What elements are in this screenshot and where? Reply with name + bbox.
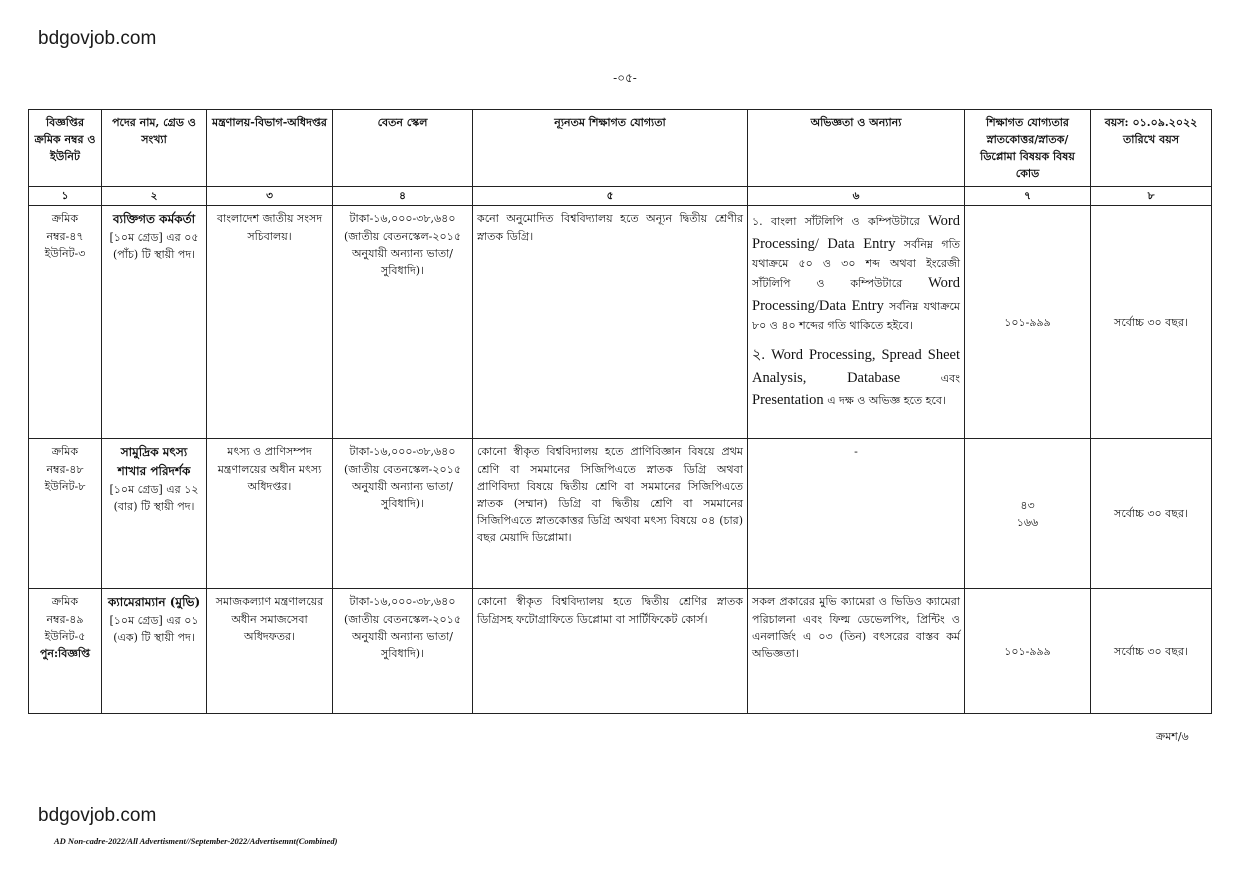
subject-code: ১৬৬ — [1016, 515, 1039, 529]
table-row — [29, 589, 1212, 714]
age-cell: সর্বোচ্চ ৩০ বছর। — [1091, 206, 1212, 439]
experience-text: সর্বনিম্ন গতি যথাক্রমে ৫০ ও ৩০ শব্দ অথবা ইংরেজী সাঁটলিপি ও কম্পিউটারে — [752, 237, 960, 291]
ministry-cell: মৎস্য ও প্রাণিসম্পদ মন্ত্রণালয়ের অধীন মৎস্য অধিদপ্তর। — [207, 439, 333, 589]
serial-cell — [29, 589, 102, 714]
subject-code: ১০১-৯৯৯ — [1004, 644, 1051, 658]
pay-scale-cell: টাকা-১৬,০০০-৩৮,৬৪০ (জাতীয় বেতনস্কেল-২০১৫ অনুযায়ী অন্যান্য ভাতা/সুবিধাদি)। — [333, 439, 473, 589]
experience-text: Word Processing/Data Entry — [752, 275, 961, 314]
post-title: ক্যামেরাম্যান (মুভি) — [107, 595, 201, 610]
subject-code-cell — [965, 206, 1091, 439]
header-qualification: ন্যূনতম শিক্ষাগত যোগ্যতা — [473, 110, 748, 187]
header-experience: অভিজ্ঞতা ও অন্যান্য — [748, 110, 965, 187]
pay-scale-cell: টাকা-১৬,০০০-৩৮,৬৪০ (জাতীয় বেতনস্কেল-২০১৫ অনুযায়ী অন্যান্য ভাতা/সুবিধাদি)। — [333, 206, 473, 439]
table-row — [29, 439, 1212, 589]
re-advertisement-note: পুন:বিজ্ঞপ্তি — [39, 646, 91, 660]
column-number: ৮ — [1091, 187, 1212, 206]
post-title: ব্যক্তিগত কর্মকর্তা — [112, 212, 196, 227]
column-number-row — [29, 187, 1212, 206]
serial-line: নম্বর-৪৭ — [46, 229, 84, 243]
serial-line: নম্বর-৪৮ — [46, 462, 84, 476]
job-circular-table — [28, 109, 1212, 714]
header-pay-scale: বেতন স্কেল — [333, 110, 473, 187]
experience-text: Word Processing/ Data Entry — [752, 213, 960, 252]
experience-text: ১. বাংলা সাঁটলিপি ও কম্পিউটারে — [752, 215, 920, 229]
experience-text: সর্বনিম্ন যথাক্রমে ৮০ ও ৪০ শব্দের গতি থাকিতে হইবে। — [752, 299, 960, 333]
experience-point-2 — [752, 344, 960, 411]
column-number: ২ — [102, 187, 207, 206]
serial-line: ইউনিট-৮ — [44, 479, 86, 493]
column-number: ৩ — [207, 187, 333, 206]
column-number: ৫ — [473, 187, 748, 206]
subject-code: ৪৩ — [1020, 498, 1035, 512]
table-row — [29, 206, 1212, 439]
watermark-top: bdgovjob.com — [38, 28, 157, 49]
serial-line: ক্রমিক — [51, 595, 79, 609]
serial-line: ক্রমিক — [51, 445, 79, 459]
post-cell — [102, 439, 207, 589]
serial-cell — [29, 206, 102, 439]
age-cell: সর্বোচ্চ ৩০ বছর। — [1091, 439, 1212, 589]
pay-scale-cell: টাকা-১৬,০০০-৩৮,৬৪০ (জাতীয় বেতনস্কেল-২০১৫ অনুযায়ী অন্যান্য ভাতা/সুবিধাদি)। — [333, 589, 473, 714]
header-serial: বিজ্ঞপ্তির ক্রমিক নম্বর ও ইউনিট — [29, 110, 102, 187]
experience-cell — [748, 206, 965, 439]
post-title: সামুদ্রিক মৎস্য শাখার পরিদর্শক — [117, 445, 191, 479]
experience-point-1 — [752, 210, 960, 334]
column-number: ৭ — [965, 187, 1091, 206]
serial-line: ইউনিট-৩ — [44, 246, 86, 260]
footer-file-path: AD Non-cadre-2022/All Advertisment//September-2022/Advertisemnt(Combined) — [54, 836, 338, 846]
serial-cell — [29, 439, 102, 589]
post-detail: [১০ম গ্রেড] এর ০১ (এক) টি স্থায়ী পদ। — [109, 614, 199, 645]
experience-text: এ দক্ষ ও অভিজ্ঞ হতে হবে। — [827, 394, 946, 408]
post-detail: [১০ম গ্রেড] এর ০৫ (পাঁচ) টি স্থায়ী পদ। — [109, 231, 199, 262]
ministry-cell: বাংলাদেশ জাতীয় সংসদ সচিবালয়। — [207, 206, 333, 439]
header-ministry: মন্ত্রণালয়-বিভাগ-অধিদপ্তর — [207, 110, 333, 187]
column-number: ৪ — [333, 187, 473, 206]
qualification-cell: কনো অনুমোদিত বিশ্ববিদ্যালয় হতে অন্যূন দ্বিতীয় শ্রেণীর স্নাতক ডিগ্রি। — [473, 206, 748, 439]
column-number: ১ — [29, 187, 102, 206]
header-row — [29, 110, 1212, 187]
post-cell — [102, 589, 207, 714]
post-detail: [১০ম গ্রেড] এর ১২ (বার) টি স্থায়ী পদ। — [109, 482, 199, 513]
ministry-cell: সমাজকল্যাণ মন্ত্রণালয়ের অধীন সমাজসেবা অধিদফতর। — [207, 589, 333, 714]
experience-text: ২. Word Processing, Spread Sheet Analysis, Database — [752, 347, 960, 386]
serial-line: নম্বর-৪৯ — [46, 612, 84, 626]
header-age: বয়স: ০১.০৯.২০২২ তারিখে বয়স — [1091, 110, 1212, 187]
header-post: পদের নাম, গ্রেড ও সংখ্যা — [102, 110, 207, 187]
experience-cell: সকল প্রকারের মুভি ক্যামেরা ও ভিডিও ক্যামেরা পরিচালনা এবং ফিল্ম ডেভেলপিং, প্রিন্টিং ও এনলার্জিং এ ০৩ (তিন) বৎসরের বাস্তব কর্ম অভিজ্ঞতা। — [748, 589, 965, 714]
experience-cell: - — [748, 439, 965, 589]
serial-line: ক্রমিক — [51, 212, 79, 226]
subject-code-cell — [965, 439, 1091, 589]
qualification-cell: কোনো স্বীকৃত বিশ্ববিদ্যালয় হতে প্রাণিবিজ্ঞান বিষয়ে প্রথম শ্রেণি বা সমমানের সিজিপিএতে স্নাতক ডিগ্রি অথবা প্রাণিবিদ্যা বিষয়ে দ্বিতীয় শ্রেণি বা সমমানের সিজিপিএতে স্নাতক (সম্মান) ডিগ্রি বা দ্বিতীয় শ্রেণি বা সমমানের সিজিপিএতে স্নাতকোত্তর ডিগ্রি অথবা মৎস্য বিষয়ে ০৪ (চার) বছর মেয়াদি ডিপ্লোমা। — [473, 439, 748, 589]
continued-note: ক্রমশ/৬ — [1156, 730, 1189, 743]
watermark-bottom: bdgovjob.com — [38, 805, 157, 826]
experience-text: এবং — [940, 371, 960, 385]
post-cell — [102, 206, 207, 439]
serial-line: ইউনিট-৫ — [44, 629, 86, 643]
age-cell: সর্বোচ্চ ৩০ বছর। — [1091, 589, 1212, 714]
page-number: -০৫- — [613, 71, 637, 85]
subject-code-cell — [965, 589, 1091, 714]
column-number: ৬ — [748, 187, 965, 206]
subject-code: ১০১-৯৯৯ — [1004, 315, 1051, 329]
experience-text: Presentation — [752, 392, 824, 409]
header-subject-code: শিক্ষাগত যোগ্যতার স্নাতকোত্তর/স্নাতক/ ডিপ্লোমা বিষয়ক বিষয় কোড — [965, 110, 1091, 187]
qualification-cell: কোনো স্বীকৃত বিশ্ববিদ্যালয় হতে দ্বিতীয় শ্রেণির স্নাতক ডিগ্রিসহ ফটোগ্রাফিতে ডিপ্লোমা বা সার্টিফিকেট কোর্স। — [473, 589, 748, 714]
